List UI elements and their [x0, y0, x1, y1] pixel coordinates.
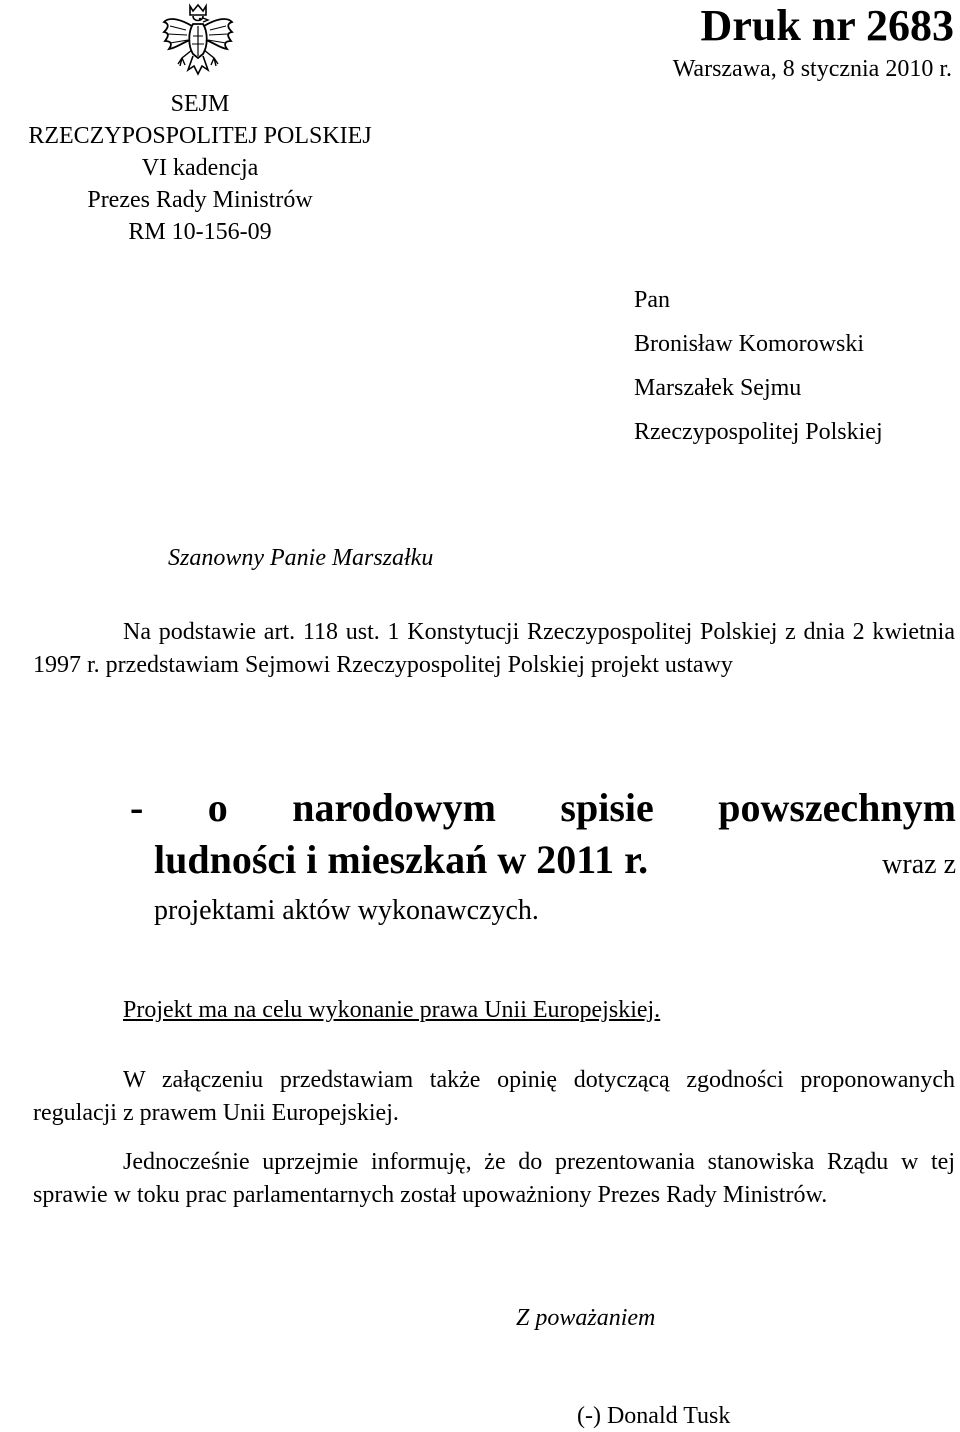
signature: (-) Donald Tusk	[577, 1403, 731, 1429]
print-number: Druk nr 2683	[700, 1, 954, 50]
bill-title-line-1: - o narodowym spisie powszechnym	[130, 785, 956, 830]
closing-phrase: Z poważaniem	[516, 1305, 656, 1331]
addressee-name: Bronisław Komorowski	[634, 331, 864, 357]
bill-title-line-2-main: ludności i mieszkań w 2011 r.	[154, 837, 649, 882]
institution-header	[0, 88, 400, 248]
addressee-institution: Rzeczypospolitej Polskiej	[634, 419, 883, 445]
addressee-function: Marszałek Sejmu	[634, 375, 802, 401]
bill-title-line-2-suffix: wraz z	[882, 849, 956, 880]
institution-line-sejm: SEJM	[170, 91, 230, 117]
bill-title-line-3: projektami aktów wykonawczych.	[154, 895, 539, 926]
addressee-block	[634, 278, 883, 454]
letter-greeting: Szanowny Panie Marszałku	[168, 545, 434, 571]
bill-title-line-2	[130, 834, 956, 891]
purpose-statement: Projekt ma na celu wykonanie prawa Unii Europejskiej.	[123, 997, 661, 1023]
document-reference-number: RM 10-156-09	[128, 219, 272, 245]
representative-paragraph: Jednocześnie uprzejmie informuję, że do prezentowania stanowiska Rządu w tej sprawie w toku prac parlamentarnych został upoważniony Prezes Rady Ministrów.	[33, 1149, 955, 1208]
place-and-date: Warszawa, 8 stycznia 2010 r.	[672, 56, 952, 82]
addressee-salutation: Pan	[634, 287, 670, 313]
attachment-paragraph: W załączeniu przedstawiam także opinię dotyczącą zgodności proponowanych regulacji z prawem Unii Europejskiej.	[33, 1067, 955, 1126]
polish-eagle-emblem-icon	[160, 2, 236, 80]
institution-line-prime-minister: Prezes Rady Ministrów	[87, 187, 313, 213]
institution-line-term: VI kadencja	[141, 155, 259, 181]
institution-line-republic: RZECZYPOSPOLITEJ POLSKIEJ	[28, 123, 372, 149]
intro-paragraph: Na podstawie art. 118 ust. 1 Konstytucji Rzeczypospolitej Polskiej z dnia 2 kwietnia 1997 r. przedstawiam Sejmowi Rzeczypospolitej Polskiej projekt ustawy	[33, 619, 955, 678]
bill-title	[130, 782, 956, 931]
